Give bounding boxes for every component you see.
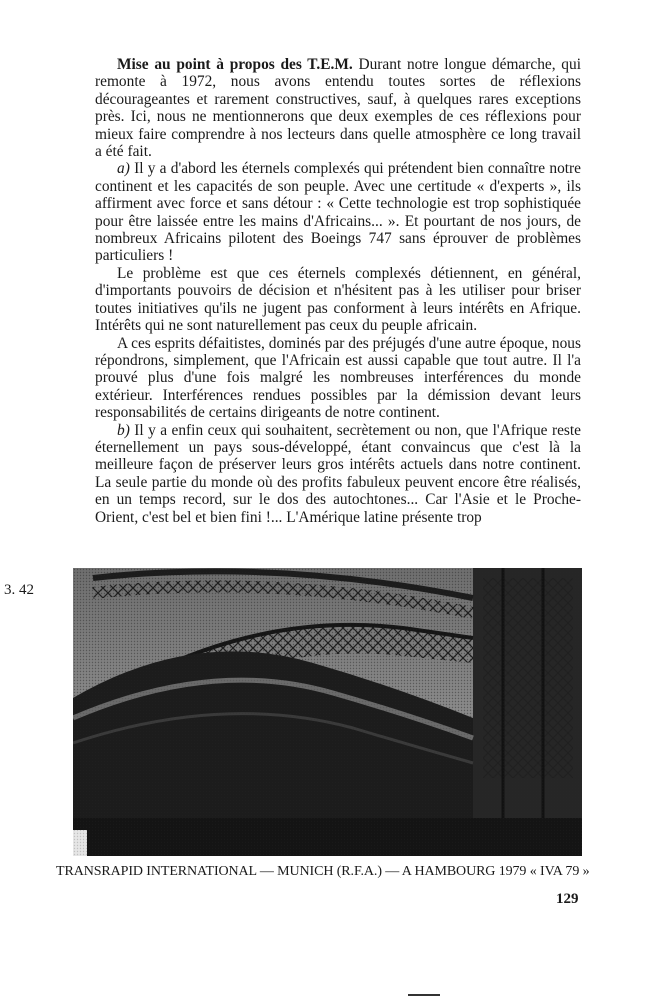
paragraph-text: Il y a d'abord les éternels complexés qui prétendent bien connaître notre continent et les capacités de son peuple. Avec une certitude « d'experts », ils affirment avec force et sans détour : « Cette technologie est trop sophistiquée pour être laissée entre les mains d'Africains... ». Et pourtant de nos jours, de nombreux Africains pilotent des Boeings 747 sans éprouver de problèmes particuliers ! — [95, 160, 581, 265]
photo-illustration — [73, 568, 582, 856]
paragraph-intro — [95, 56, 581, 160]
paragraph-a — [95, 160, 581, 264]
body-text — [95, 56, 581, 526]
paragraph-problem — [95, 265, 581, 335]
paragraph-text: A ces esprits défaitistes, dominés par des préjugés d'une autre époque, nous répondrons, simplement, que l'Africain est aussi capable que tout autre. Il l'a prouvé plus d'une fois malgré les nombreuses interférences du monde extérieur. Interférences rendues possibles par la démission devant leurs responsabilités de certains dirigeants de notre continent. — [95, 334, 581, 422]
list-marker-b: b) — [117, 421, 130, 439]
figure-caption: TRANSRAPID INTERNATIONAL — MUNICH (R.F.A.) — A HAMBOURG 1979 « IVA 79 » — [56, 864, 590, 879]
paragraph-text: Durant notre longue démarche, qui remonte à 1972, nous avons entendu toutes sortes de réflexions décourageantes et rarement constructives, sauf, à quelques rares exceptions près. Ici, nous ne mentionnerons que deux exemples de ces réflexions pour mieux faire comprendre à nos lecteurs dans quelle atmosphère ce long travail a été fait. — [95, 56, 581, 161]
paragraph-response — [95, 335, 581, 422]
paragraph-text: Le problème est que ces éternels complexés détiennent, en général, d'importants pouvoirs de décision et n'hésitent pas à les utiliser pour briser toutes initiatives qu'ils ne jugent pas conforment à leurs intérêts en Afrique. Intérêts qui ne sont naturellement pas ceux du peuple africain. — [95, 264, 581, 335]
paragraph-b — [95, 422, 581, 526]
list-marker-a: a) — [117, 160, 130, 178]
footer-divider — [408, 994, 440, 996]
paragraph-lead: Mise au point à propos des T.E.M. — [117, 56, 353, 73]
paragraph-text: Il y a enfin ceux qui souhaitent, secrètement ou non, que l'Afrique reste éternellement un pays sous-développé, étant convaincus que c'est là la meilleure façon de préserver leurs gros intérêts actuels dans notre continent. La seule partie du monde où des profits fabuleux peuvent encore être réalisés, en un temps record, sur le dos des autochtones... Car l'Asie et le Proche-Orient, c'est bel et bien fini !... L'Amérique latine présente trop — [95, 421, 581, 526]
transrapid-photo — [73, 568, 582, 856]
page-number: 129 — [556, 891, 579, 907]
figure-number: 3. 42 — [4, 582, 34, 598]
